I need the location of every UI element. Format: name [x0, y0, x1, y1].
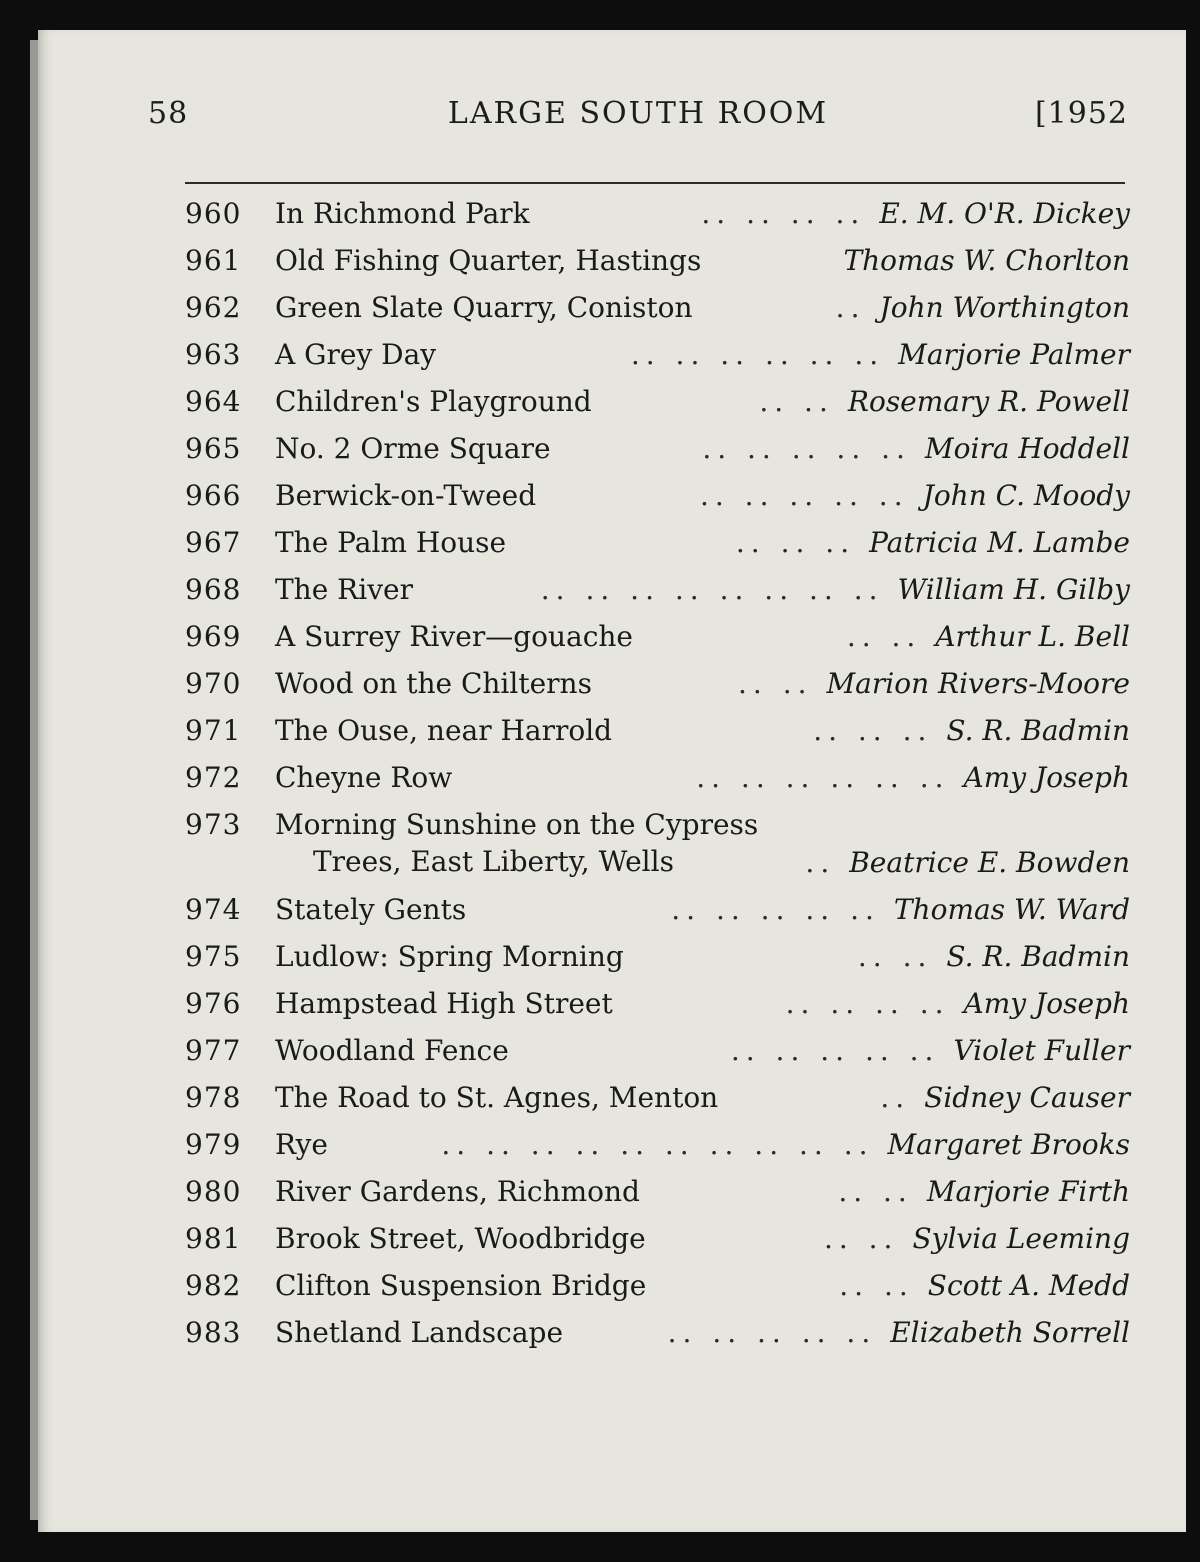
dot-leader: ..	[880, 1081, 911, 1114]
catalogue-entry	[185, 613, 1130, 660]
catalogue-entries	[185, 190, 1130, 1356]
dot-leader: .. ..	[738, 667, 813, 700]
entry-artist: Marjorie Firth	[926, 1175, 1130, 1208]
entry-number: 965	[185, 432, 242, 465]
entry-title: Old Fishing Quarter, Hastings	[275, 244, 702, 277]
entry-number: 982	[185, 1269, 242, 1302]
entry-number: 972	[185, 761, 242, 794]
dot-leader: .. .. .. .. ..	[730, 1034, 940, 1067]
dot-leader: .. .. .. .. ..	[667, 1316, 877, 1349]
entry-artist: E. M. O'R. Dickey	[879, 197, 1130, 230]
entry-title: Berwick-on-Tweed	[275, 479, 537, 512]
entry-title	[275, 801, 758, 885]
entry-title: Ludlow: Spring Morning	[275, 940, 624, 973]
entry-title: A Grey Day	[275, 338, 437, 371]
entry-title: The Palm House	[275, 526, 507, 559]
entry-artist: Marjorie Palmer	[898, 338, 1130, 371]
entry-artist: Elizabeth Sorrell	[890, 1316, 1130, 1349]
entry-title: The River	[275, 573, 413, 606]
catalogue-entry	[185, 378, 1130, 425]
entry-number: 970	[185, 667, 242, 700]
entry-artist: Margaret Brooks	[887, 1128, 1130, 1161]
catalogue-entry	[185, 933, 1130, 980]
entry-artist: Rosemary R. Powell	[847, 385, 1130, 418]
dot-leader: .. .. ..	[813, 714, 933, 747]
dot-leader: .. .. .. .. .. ..	[630, 338, 885, 371]
entry-title: Children's Playground	[275, 385, 592, 418]
catalogue-entry	[185, 660, 1130, 707]
dot-leader: .. ..	[838, 1175, 913, 1208]
entry-artist: S. R. Badmin	[946, 714, 1130, 747]
catalogue-entry	[185, 519, 1130, 566]
entry-title-line-2: Trees, East Liberty, Wells	[313, 845, 674, 878]
entry-title-line-1: Morning Sunshine on the Cypress	[275, 808, 759, 841]
catalogue-entry	[185, 886, 1130, 933]
room-title: LARGE SOUTH ROOM	[447, 96, 829, 131]
entry-title: Wood on the Chilterns	[275, 667, 592, 700]
entry-title: The Ouse, near Harrold	[275, 714, 613, 747]
entry-number: 973	[185, 808, 242, 841]
entry-title: Stately Gents	[275, 893, 467, 926]
catalogue-entry	[185, 1309, 1130, 1356]
entry-title: Green Slate Quarry, Coniston	[275, 291, 693, 324]
entry-title: Hampstead High Street	[275, 987, 613, 1020]
catalogue-entry	[185, 425, 1130, 472]
entry-artist: Thomas W. Ward	[893, 893, 1130, 926]
dot-leader: .. ..	[846, 620, 922, 653]
entry-number: 983	[185, 1316, 242, 1349]
dot-leader: .. .. .. .. ..	[671, 893, 880, 926]
entry-title: Cheyne Row	[275, 761, 453, 794]
dot-leader: ..	[805, 846, 836, 879]
catalogue-entry	[185, 566, 1130, 613]
entry-number: 979	[185, 1128, 242, 1161]
entry-artist: Moira Hoddell	[924, 432, 1130, 465]
entry-title: No. 2 Orme Square	[275, 432, 551, 465]
entry-artist: Amy Joseph	[963, 987, 1130, 1020]
entry-number: 981	[185, 1222, 242, 1255]
page-header	[148, 96, 1128, 146]
dot-leader: .. ..	[823, 1222, 899, 1255]
entry-artist: Beatrice E. Bowden	[849, 846, 1130, 879]
dot-leader: .. .. ..	[735, 526, 856, 559]
catalogue-entry	[185, 1262, 1130, 1309]
entry-artist: Arthur L. Bell	[935, 620, 1130, 653]
entry-artist: John C. Moody	[922, 479, 1130, 512]
entry-number: 980	[185, 1175, 242, 1208]
entry-number: 961	[185, 244, 242, 277]
entry-number: 964	[185, 385, 242, 418]
catalogue-entry	[185, 801, 1130, 886]
entry-number: 969	[185, 620, 242, 653]
entry-number: 967	[185, 526, 242, 559]
entry-title: Shetland Landscape	[275, 1316, 564, 1349]
entry-title: The Road to St. Agnes, Menton	[275, 1081, 719, 1114]
catalogue-entry	[185, 331, 1130, 378]
entry-artist: S. R. Badmin	[946, 940, 1130, 973]
catalogue-entry	[185, 707, 1130, 754]
entry-artist: Thomas W. Chorlton	[843, 244, 1130, 277]
header-rule	[185, 182, 1125, 184]
entry-artist: William H. Gilby	[897, 573, 1130, 606]
catalogue-entry	[185, 1168, 1130, 1215]
entry-number: 966	[185, 479, 242, 512]
catalogue-entry	[185, 1027, 1130, 1074]
catalogue-entry	[185, 237, 1130, 284]
entry-number: 978	[185, 1081, 242, 1114]
dot-leader: .. .. .. .. .. .. .. .. .. ..	[441, 1128, 874, 1161]
entry-number: 976	[185, 987, 242, 1020]
entry-number: 968	[185, 573, 242, 606]
year-mark: [1952	[1034, 96, 1128, 131]
entry-title: River Gardens, Richmond	[275, 1175, 640, 1208]
catalogue-entry	[185, 1121, 1130, 1168]
dot-leader: .. .. .. ..	[701, 197, 866, 230]
dot-leader: .. ..	[839, 1269, 914, 1302]
entry-number: 963	[185, 338, 242, 371]
entry-title: Brook Street, Woodbridge	[275, 1222, 646, 1255]
dot-leader: .. .. .. .. .. ..	[696, 761, 950, 794]
entry-title: Rye	[275, 1128, 328, 1161]
dot-leader: .. .. .. ..	[785, 987, 950, 1020]
catalogue-entry	[185, 754, 1130, 801]
entry-artist: Patricia M. Lambe	[869, 526, 1130, 559]
dot-leader: .. ..	[759, 385, 834, 418]
entry-number: 975	[185, 940, 242, 973]
entry-title: A Surrey River—gouache	[275, 620, 633, 653]
entry-number: 960	[185, 197, 242, 230]
catalogue-entry	[185, 980, 1130, 1027]
entry-artist: Scott A. Medd	[927, 1269, 1130, 1302]
catalogue-entry	[185, 1074, 1130, 1121]
entry-artist: Marion Rivers-Moore	[826, 667, 1130, 700]
catalogue-entry	[185, 472, 1130, 519]
page-edge	[30, 40, 38, 1520]
entry-number: 971	[185, 714, 242, 747]
dot-leader: ..	[835, 291, 866, 324]
catalogue-entry	[185, 1215, 1130, 1262]
page-number: 58	[148, 96, 189, 131]
entry-artist: Sylvia Leeming	[912, 1222, 1130, 1255]
entry-title: In Richmond Park	[275, 197, 530, 230]
entry-title: Woodland Fence	[275, 1034, 509, 1067]
dot-leader: .. ..	[857, 940, 933, 973]
entry-artist: Violet Fuller	[953, 1034, 1130, 1067]
entry-number: 974	[185, 893, 242, 926]
entry-artist: Sidney Causer	[924, 1081, 1130, 1114]
entry-artist: John Worthington	[879, 291, 1130, 324]
catalogue-entry	[185, 190, 1130, 237]
dot-leader: .. .. .. .. ..	[702, 432, 911, 465]
dot-leader: .. .. .. .. .. .. .. ..	[540, 573, 884, 606]
dot-leader: .. .. .. .. ..	[699, 479, 909, 512]
catalogue-entry	[185, 284, 1130, 331]
entry-number: 962	[185, 291, 242, 324]
entry-number: 977	[185, 1034, 242, 1067]
entry-title: Clifton Suspension Bridge	[275, 1269, 647, 1302]
entry-artist: Amy Joseph	[963, 761, 1130, 794]
